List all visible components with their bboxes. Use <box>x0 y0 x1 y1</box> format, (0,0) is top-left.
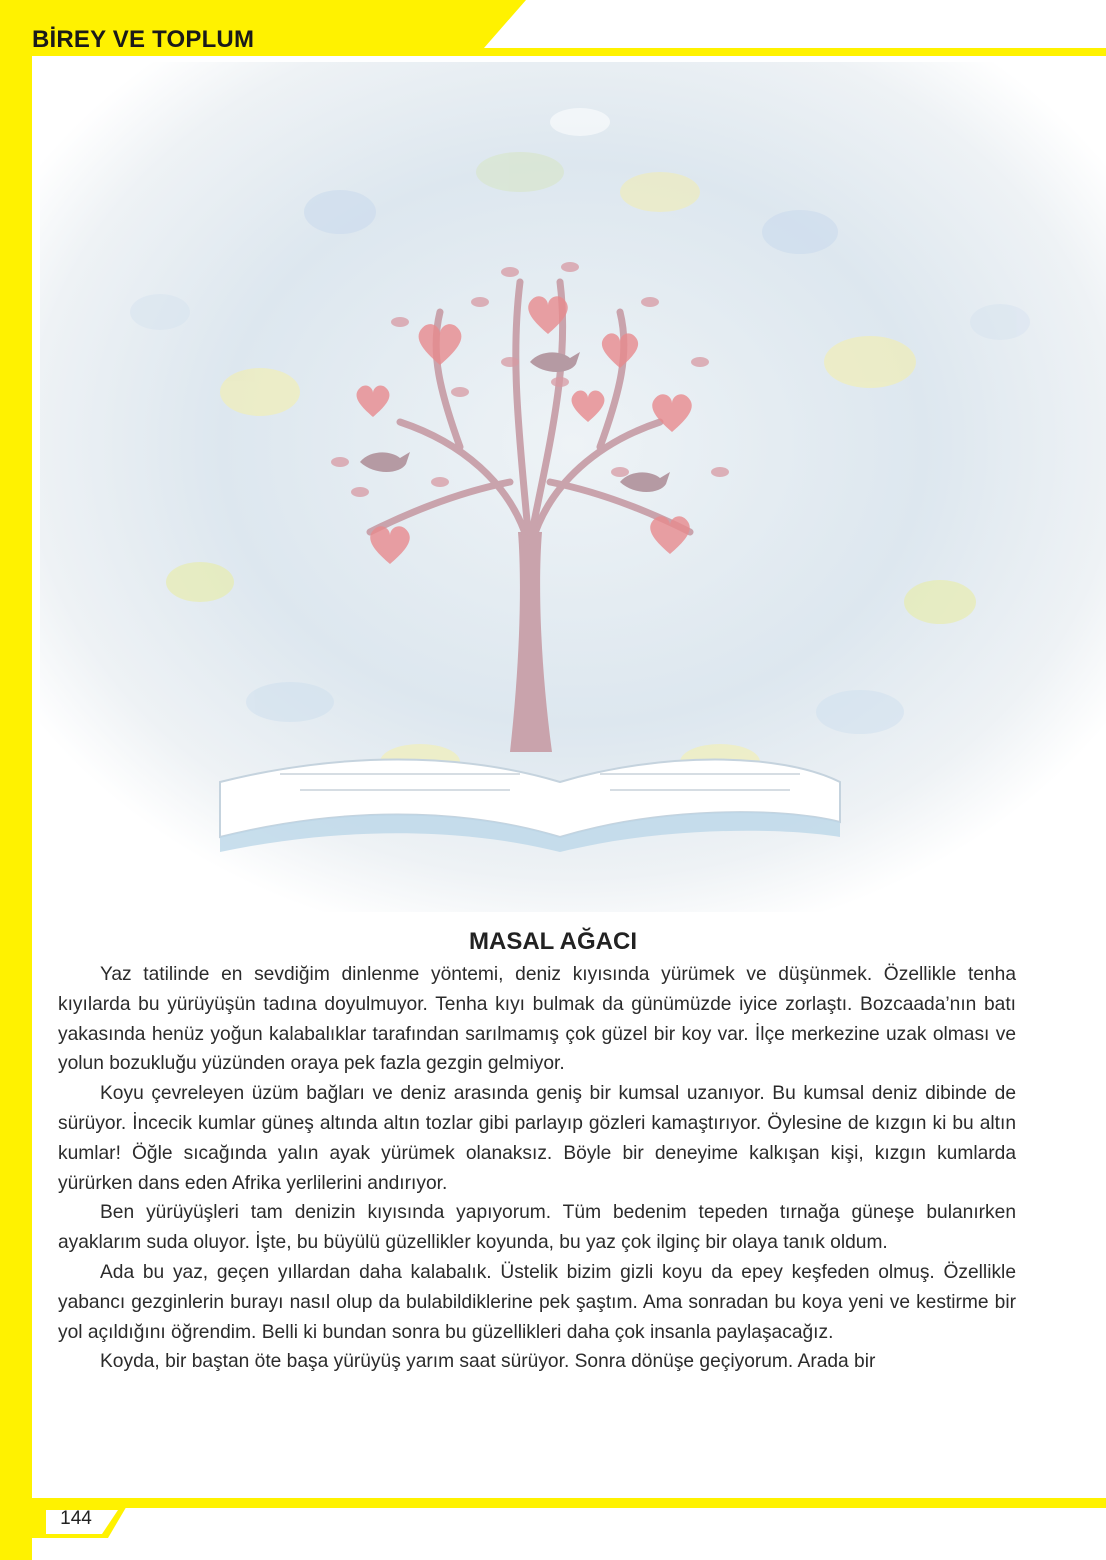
left-accent-bar <box>0 0 32 1560</box>
paragraph: Ben yürüyüşleri tam denizin kıyısında yapıyorum. Tüm bedenim tepeden tırnağa güneşe bulanırken ayaklarım suda oluyor. İşte, bu büyülü güzellikler koyunda, bu yaz çok ilginç bir olaya tanık oldum. <box>58 1202 1016 1254</box>
paragraph: Yaz tatilinde en sevdiğim dinlenme yöntemi, deniz kıyısında yürümek ve düşünmek. Özellikle tenha kıyılarda bu yürüyüşün tadına doyulmuyor. Tenha kıyı bulmak da günümüzde iyice zorlaştı. Bozcaada’nın batı yakasında henüz yoğun kalabalıklar tarafından sarılmamış çok güzel bir koy var. İlçe merkezine uzak olması ve yolun bozukluğu yüzünden oraya pek fazla gezgin gelmiyor. <box>58 964 1016 1075</box>
article-title: MASAL AĞACI <box>469 928 637 955</box>
footer-yellow-strip <box>0 1498 1106 1508</box>
content-sheet <box>32 56 1106 60</box>
paragraph: Koyda, bir baştan öte başa yürüyüş yarım saat sürüyor. Sonra dönüşe geçiyorum. Arada bir <box>100 1351 876 1373</box>
masal-agaci-illustration <box>40 62 1106 912</box>
paragraph: Koyu çevreleyen üzüm bağları ve deniz arasında geniş bir kumsal uzanıyor. Bu kumsal deniz dibinde de sürüyor. İncecik kumlar güneş altında altın tozlar gibi parlayıp gözleri kamaştırıyor. Öylesine de kızgın ki bu altın kumlar! Öğle sıcağında yalın ayak yürümek olanaksız. Böyle bir deneyime kalkışan kişi, kızgın kumlarda yürürken dans eden Afrika yerlilerini andırıyor. <box>58 1083 1016 1194</box>
section-title: BİREY VE TOPLUM <box>32 26 255 53</box>
article-body <box>58 960 1016 1377</box>
footer-yellow-left <box>0 1498 32 1560</box>
paragraph: Ada bu yaz, geçen yıllardan daha kalabalık. Üstelik bizim gizli koyu da epey keşfeden olmuş. Özellikle yabancı gezginlerin burayı nasıl olup da bulabildiklerine pek şaştım. Ama sonradan bu koya yeni ve kestirme bir yol açıldığını öğrendim. Belli ki bundan sonra bu güzellikleri daha çok insanla paylaşacağız. <box>58 1261 1016 1343</box>
footer-band <box>0 1498 1106 1560</box>
page-number: 144 <box>60 1508 92 1529</box>
